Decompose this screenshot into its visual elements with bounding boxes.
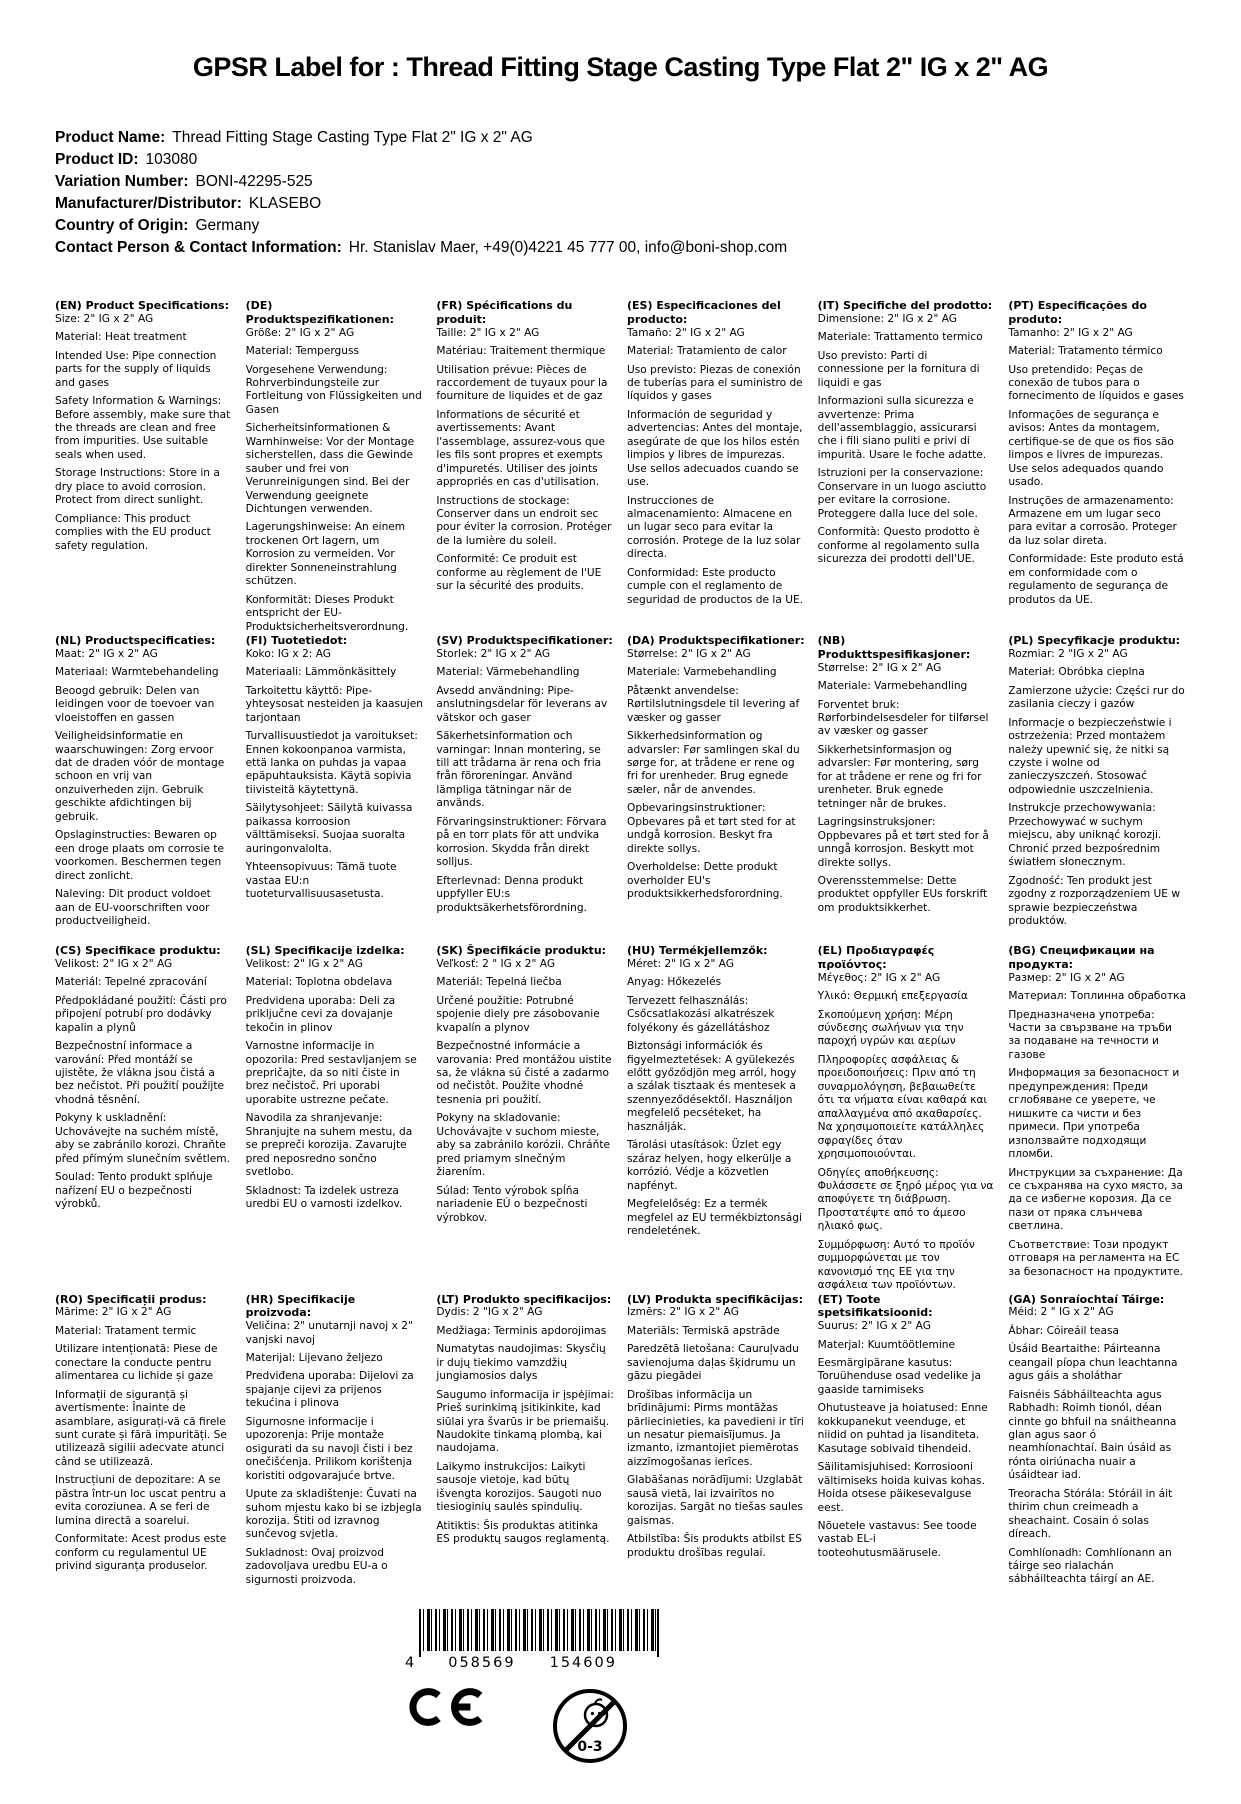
spec-block <box>627 944 805 1292</box>
spec-block <box>627 634 805 944</box>
spec-paragraph: Saugumo informacija ir įspėjimai: Prieš surinkimą įsitikinkite, kad siūlai yra švarūs ir be priemaišų. Naudokite tinkamą plombą, kai naudojama. <box>436 1388 614 1455</box>
spec-paragraph: Lagerungshinweise: An einem trockenen Ort lagern, um Korrosion zu vermeiden. Vor direkter Sonneneinstrahlung schützen. <box>245 521 406 588</box>
spec-block-title: (DA) Produktspecifikationer: <box>627 634 805 648</box>
spec-paragraph: Información de seguridad y advertencias: Antes del montaje, asegúrate de que los hilos estén limpios y libres de impurezas. Use sellos adecuados cuando se use. <box>627 408 803 489</box>
spec-paragraph: Storlek: 2" IG x 2" AG <box>436 647 551 660</box>
spec-paragraph: Storage Instructions: Store in a dry place to avoid corrosion. Protect from direct sunlight. <box>55 467 220 507</box>
age-range-label: 0-3 <box>577 1738 603 1755</box>
spec-block-title: (EN) Product Specifications: <box>55 299 229 313</box>
spec-paragraph: Conformidad: Este producto cumple con el reglamento de seguridad de productos de la UE. <box>627 566 804 606</box>
spec-paragraph: Размер: 2" IG x 2" AG <box>1008 971 1125 984</box>
spec-paragraph: Matériau: Traitement thermique <box>436 345 606 358</box>
spec-paragraph: Pokyny k uskladnění: Uchovávejte na suchém místě, aby se zabránilo korozi. Chraňte před přímým slunečním světlem. <box>55 1112 230 1165</box>
info-label: Product ID: <box>55 151 139 169</box>
spec-paragraph: Sukladnost: Ovaj proizvod zadovoljava uredbu EU-a o sigurnosti proizvoda. <box>245 1546 388 1586</box>
spec-paragraph: Anyag: Hőkezelés <box>627 976 722 989</box>
info-row <box>55 215 1186 237</box>
spec-paragraph: Taille: 2" IG x 2" AG <box>436 326 540 339</box>
spec-paragraph: Materiaal: Warmtebehandeling <box>55 666 219 679</box>
spec-block <box>55 1293 233 1603</box>
spec-block <box>1008 944 1186 1292</box>
spec-paragraph: Material: Tratamento térmico <box>1008 345 1163 358</box>
spec-paragraph: Medžiaga: Terminis apdorojimas <box>436 1324 607 1337</box>
spec-paragraph: Nõuetele vastavus: See toode vastab EL-i tooteohutusmäärusele. <box>817 1519 977 1559</box>
spec-paragraph: Υλικό: Θερμική επεξεργασία <box>817 990 968 1003</box>
spec-paragraph: Πληροφορίες ασφάλειας & προειδοποιήσεις: Πριν από τη συναρμολόγηση, βεβαιωθείτε ότι τα νήματα είναι καθαρά και απαλλαγμένα από ακαθαρσίες. Να χρησιμοποιείτε κατάλληλες σφραγίδες όταν χρησιμοποιούνται. <box>817 1053 988 1161</box>
spec-paragraph: Safety Information & Warnings: Before assembly, make sure that the threads are clean and free from impurities. Use suitable seals when used. <box>55 395 231 461</box>
spec-paragraph: Compliance: This product complies with the EU product safety regulation. <box>55 512 211 552</box>
spec-block <box>1008 634 1186 944</box>
spec-paragraph: Material: Temperguss <box>245 345 360 358</box>
spec-block <box>55 944 233 1292</box>
spec-paragraph: Mărime: 2" IG x 2" AG <box>55 1306 172 1319</box>
spec-block <box>436 634 614 944</box>
spec-paragraph: Izmērs: 2" IG x 2" AG <box>627 1306 739 1319</box>
spec-block <box>246 634 424 944</box>
spec-paragraph: Informacje o bezpieczeństwie i ostrzeżenia: Przed montażem należy upewnić się, że nitki są czyste i wolne od zanieczyszczeń. Stosować odpowiednie uszczelnienia. <box>1008 716 1172 796</box>
spec-paragraph: Størrelse: 2" IG x 2" AG <box>817 661 942 674</box>
spec-paragraph: Συμμόρφωση: Αυτό το προϊόν συμμορφώνεται με τον κανονισμό της ΕΕ για την ασφάλεια των προϊόντων. <box>817 1238 975 1292</box>
spec-paragraph: Materjal: Kuumtöötlemine <box>817 1338 956 1351</box>
spec-block-title: (GA) Sonraíochtaí Táirge: <box>1008 1292 1165 1306</box>
spec-paragraph: Velikost: 2" IG x 2" AG <box>245 957 363 970</box>
bottom-marks <box>405 1609 665 1765</box>
spec-paragraph: Материал: Топлинна обработка <box>1008 990 1187 1003</box>
info-value: Hr. Stanislav Maer, +49(0)4221 45 777 00, info@boni-shop.com <box>348 239 788 257</box>
spec-paragraph: Dydis: 2 "IG x 2" AG <box>436 1306 543 1319</box>
spec-paragraph: Conformità: Questo prodotto è conforme al regolamento sulla sicurezza dei prodotti dell'UE. <box>817 526 980 566</box>
spec-grid <box>55 299 1186 1602</box>
info-label: Variation Number: <box>55 173 189 191</box>
spec-paragraph: Materiaali: Lämmönkäsittely <box>245 666 397 679</box>
spec-paragraph: Paredzētā lietošana: Cauruļvadu savienojuma daļas šķidrumu un gāzu piegādei <box>627 1343 799 1383</box>
info-row <box>55 149 1186 171</box>
spec-block <box>818 1293 996 1603</box>
spec-block <box>436 944 614 1292</box>
info-value: 103080 <box>145 151 198 169</box>
spec-paragraph: Säilitamisjuhised: Korrosiooni vältimiseks hoida kuivas kohas. Hoida otsese päikesevalguse eest. <box>817 1461 985 1514</box>
spec-block-title: (NB) Produkttspesifikasjoner: <box>817 634 971 661</box>
spec-paragraph: Informations de sécurité et avertissements: Avant l'assemblage, assurez-vous que les fils sont propres et exempts d'impuretés. Utiliser des joints appropriés en cas d'utilisation. <box>436 408 605 489</box>
spec-paragraph: Drošības informācija un brīdinājumi: Pirms montāžas pārliecinieties, ka pavedieni ir tīri un nesatur piemaisījumus. Ja izmanto, izmantojiet piemērotas aizzīmogošanas ierīces. <box>627 1388 804 1468</box>
info-value: BONI-42295-525 <box>195 173 313 191</box>
spec-paragraph: Instructions de stockage: Conserver dans un endroit sec pour éviter la corrosion. Protéger de la lumière du soleil. <box>436 494 612 547</box>
spec-paragraph: Μέγεθος: 2" IG x 2" AG <box>817 971 941 984</box>
barcode-digits <box>405 1655 665 1671</box>
spec-paragraph: Avsedd användning: Pipe-anslutningsdelar för leverans av vätskor och gaser <box>436 684 608 724</box>
spec-paragraph: Instrukcje przechowywania: Przechowywać w suchym miejscu, aby uniknąć korozji. Chronić przed bezpośrednim światłem słonecznym. <box>1008 802 1162 869</box>
spec-paragraph: Numatytas naudojimas: Skysčių ir dujų tiekimo vamzdžių jungiamosios dalys <box>436 1343 606 1383</box>
spec-paragraph: Pokyny na skladovanie: Uchovávajte v suchom mieste, aby sa zabránilo korózii. Chráňte pred priamym slnečným žiarením. <box>436 1112 611 1179</box>
spec-paragraph: Predvidena uporaba: Deli za priključne cevi za dovajanje tekočin in plinov <box>245 994 396 1034</box>
spec-paragraph: Conformité: Ce produit est conforme au règlement de l'UE sur la sécurité des produits. <box>436 553 602 593</box>
page-title: GPSR Label for : Thread Fitting Stage Casting Type Flat 2" IG x 2" AG <box>192 52 1049 82</box>
spec-paragraph: Tamaño: 2" IG x 2" AG <box>627 326 745 339</box>
spec-paragraph: Veiligheidsinformatie en waarschuwingen: Zorg ervoor dat de draden vóór de montage schoon en vrij van onzuiverheden zijn. Gebruik geschikte afdichtingen bij gebruik. <box>55 730 225 823</box>
spec-paragraph: Méret: 2" IG x 2" AG <box>627 957 734 970</box>
spec-paragraph: Informações de segurança e avisos: Antes da montagem, certifique-se de que os fios são limpos e livres de impurezas. Use selos adequados quando usado. <box>1008 408 1174 489</box>
spec-paragraph: Material: Toplotna obdelava <box>245 976 393 989</box>
spec-paragraph: Súlad: Tento výrobok spĺňa nariadenie EÚ o bezpečnosti výrobkov. <box>436 1184 588 1224</box>
spec-paragraph: Größe: 2" IG x 2" AG <box>245 326 355 339</box>
spec-paragraph: Utilizare intenționată: Piese de conectare la conducte pentru alimentarea cu lichide și gaze <box>55 1343 218 1383</box>
spec-block <box>55 634 233 944</box>
spec-block-title: (PL) Specyfikacje produktu: <box>1008 634 1181 648</box>
spec-paragraph: Tervezett felhasználás: Csőcsatlakozási alkatrészek folyékony és gázellátáshoz <box>627 994 775 1034</box>
spec-paragraph: Upute za skladištenje: Čuvati na suhom mjestu kako bi se izbjegla korozija. Štiti od izravnog sunčevog svjetla. <box>245 1488 422 1541</box>
spec-paragraph: Úsáid Beartaithe: Páirteanna ceangail píopa chun leachtanna agus gáis a sholáthar <box>1008 1343 1178 1383</box>
spec-block <box>1008 1293 1186 1603</box>
spec-block-title: (NL) Productspecificaties: <box>55 634 216 648</box>
spec-paragraph: Materiał: Obróbka cieplna <box>1008 666 1145 679</box>
spec-paragraph: Uso pretendido: Peças de conexão de tubos para o fornecimento de líquidos e gases <box>1008 363 1184 403</box>
spec-paragraph: Информация за безопасност и предупреждения: Преди сглобяване се уверете, че нишките са чисти и без примеси. При употреба използвайте подходящи пломби. <box>1008 1067 1180 1161</box>
spec-block <box>246 1293 424 1603</box>
barcode-bars-icon <box>419 1609 659 1651</box>
spec-paragraph: Säilytysohjeet: Säilytä kuivassa paikassa korroosion välttämiseksi. Suojaa suoralta auringonvalolta. <box>245 802 413 855</box>
spec-paragraph: Vorgesehene Verwendung: Rohrverbindungsteile zur Fortleitung von Flüssigkeiten und Gasen <box>245 363 422 416</box>
spec-paragraph: Materiál: Tepelná liečba <box>436 976 562 989</box>
spec-paragraph: Yhteensopivuus: Tämä tuote vastaa EU:n tuoteturvallisuusasetusta. <box>245 861 397 901</box>
spec-block <box>818 299 996 634</box>
spec-paragraph: Material: Tratamiento de calor <box>627 345 787 358</box>
spec-paragraph: Konformität: Dieses Produkt entspricht der EU-Produktsicherheitsverordnung. <box>245 593 409 633</box>
spec-block-title: (IT) Specifiche del prodotto: <box>817 299 993 313</box>
spec-block <box>436 1293 614 1603</box>
spec-block <box>55 299 233 634</box>
spec-paragraph: Soulad: Tento produkt splňuje nařízení EU o bezpečnosti výrobků. <box>55 1171 213 1211</box>
compliance-marks <box>409 1687 665 1765</box>
spec-block-title: (SL) Specifikacije izdelka: <box>245 944 405 958</box>
spec-paragraph: Intended Use: Pipe connection parts for the supply of liquids and gases <box>55 349 217 389</box>
info-row <box>55 171 1186 193</box>
info-label: Contact Person & Contact Information: <box>55 239 342 257</box>
spec-block-title: (DE) Produktspezifikationen: <box>245 299 395 326</box>
spec-block <box>627 1293 805 1603</box>
spec-paragraph: Comhlíonadh: Comhlíonann an táirge seo rialachán sábháilteachta táirgí an AE. <box>1008 1546 1172 1586</box>
spec-paragraph: Uso previsto: Piezas de conexión de tuberías para el suministro de líquidos y gases <box>627 363 803 403</box>
spec-paragraph: Atbilstība: Šis produkts atbilst ES produktu drošības regulai. <box>627 1533 802 1559</box>
spec-paragraph: Faisnéis Sábháilteachta agus Rabhadh: Roimh tionól, déan cinnte go bhfuil na snáitheanna glan agus saor ó neamhíonachtaí. Bain úsáid as rónta oiriúnacha nuair a úsáidtear iad. <box>1008 1388 1177 1482</box>
spec-paragraph: Sikkerhetsinformasjon og advarsler: Før montering, sørg for at trådene er rene og fri for urenheter. Bruk egnede tetninger når de brukes. <box>817 743 982 810</box>
spec-paragraph: Turvallisuustiedot ja varoitukset: Ennen kokoonpanoa varmista, että lanka on puhdas ja vapaa epäpuhtauksista. Käytä sopivia tiivisteitä käytettynä. <box>245 730 418 796</box>
spec-paragraph: Skladnost: Ta izdelek ustreza uredbi EU o varnosti izdelkov. <box>245 1184 403 1211</box>
spec-paragraph: Maat: 2" IG x 2" AG <box>55 647 158 660</box>
spec-paragraph: Σκοπούμενη χρήση: Μέρη σύνδεσης σωλήνων για την παροχή υγρών και αερίων <box>817 1008 964 1048</box>
spec-block-title: (SK) Špecifikácie produktu: <box>436 944 607 958</box>
spec-paragraph: Οδηγίες αποθήκευσης: Φυλάσσετε σε ξηρό μέρος για να αποφύγετε τη διάβρωση. Προστατέψτε από το άμεσο ηλιακό φως. <box>817 1166 994 1233</box>
spec-paragraph: Bezpečnostné informácie a varovania: Pred montážou uistite sa, že vlákna sú čisté a zadarmo od nečistôt. Použite vhodné tesnenia pri použití. <box>436 1040 612 1106</box>
info-value: Thread Fitting Stage Casting Type Flat 2" IG x 2" AG <box>172 129 533 147</box>
info-label: Manufacturer/Distributor: <box>55 195 242 213</box>
spec-paragraph: Sicherheitsinformationen & Warnhinweise: Vor der Montage sicherstellen, dass die Gewinde sauber und frei von Verunreinigungen sind. Bei der Verwendung geeignete Dichtungen verwenden. <box>245 422 415 516</box>
spec-paragraph: Tárolási utasítások: Üzlet egy száraz helyen, hogy elkerülje a korrózió. Védje a közvetlen napfényt. <box>627 1139 792 1192</box>
spec-paragraph: Zamierzone użycie: Części rur do zasilania cieczy i gazów <box>1008 684 1185 711</box>
spec-block <box>246 944 424 1292</box>
spec-paragraph: Overholdelse: Dette produkt overholder EU's produktsikkerhedsforordning. <box>627 861 783 901</box>
spec-paragraph: Určené použitie: Potrubné spojenie diely pre zásobovanie kvapalín a plynov <box>436 994 600 1034</box>
spec-paragraph: Koko: IG x 2: AG <box>245 647 332 660</box>
spec-paragraph: Overensstemmelse: Dette produktet oppfyller EUs forskrift om produktsikkerhet. <box>817 874 988 914</box>
barcode-group2: 154609 <box>549 1654 617 1671</box>
spec-paragraph: Efterlevnad: Denna produkt uppfyller EU:s produktsäkerhetsförordning. <box>436 874 587 914</box>
spec-paragraph: Treoracha Stórála: Stóráil in áit thirim chun creimeadh a sheachaint. Cosain ó solas díreach. <box>1008 1487 1173 1541</box>
spec-block <box>818 944 996 1292</box>
spec-paragraph: Dimensione: 2" IG x 2" AG <box>817 312 957 325</box>
age-warning-0-3-icon <box>551 1687 629 1765</box>
spec-paragraph: Zgodność: Ten produkt jest zgodny z rozporządzeniem UE w sprawie bezpieczeństwa produktów. <box>1008 874 1181 928</box>
spec-block-title: (ET) Toote spetsifikatsioonid: <box>817 1292 933 1320</box>
spec-paragraph: Instrucțiuni de depozitare: A se păstra într-un loc uscat pentru a evita coroziunea. A se feri de lumina directă a soarelui. <box>55 1474 226 1527</box>
spec-paragraph: Предназначена употреба: Части за свързване на тръби за подаване на течности и газове <box>1008 1008 1172 1061</box>
spec-paragraph: Ábhar: Cóireáil teasa <box>1008 1324 1119 1337</box>
spec-paragraph: Съответствие: Този продукт отговаря на регламента на ЕС за безопасност на продуктите. <box>1008 1238 1184 1278</box>
spec-block-title: (ES) Especificaciones del producto: <box>627 299 781 326</box>
spec-block-title: (BG) Спецификации на продукта: <box>1008 944 1155 971</box>
spec-paragraph: Předpokládané použití: Části pro připojení potrubí pro dodávky kapalin a plynů <box>55 994 227 1034</box>
spec-paragraph: Materiāls: Termiskā apstrāde <box>627 1324 780 1337</box>
info-label: Country of Origin: <box>55 217 189 235</box>
spec-paragraph: Инструкции за съхранение: Да се съхранява на сухо място, за да се избегне корозия. Да се пази от пряка слънчева светлина. <box>1008 1166 1183 1233</box>
info-label: Product Name: <box>55 129 166 147</box>
product-info <box>55 127 1186 259</box>
spec-paragraph: Méid: 2 " IG x 2" AG <box>1008 1306 1114 1319</box>
spec-paragraph: Suurus: 2" IG x 2" AG <box>817 1320 931 1333</box>
gpsr-label-page <box>0 50 1241 1765</box>
barcode-group1: 058569 <box>448 1654 516 1671</box>
spec-paragraph: Materiale: Varmebehandling <box>627 666 777 679</box>
spec-paragraph: Forventet bruk: Rørforbindelsesdeler for tilførsel av væsker og gasser <box>817 698 989 738</box>
spec-paragraph: Materiale: Trattamento termico <box>817 331 983 344</box>
spec-block-title: (HU) Termékjellemzők: <box>627 944 768 958</box>
spec-block-title: (EL) Προδιαγραφές προϊόντος: <box>817 944 935 971</box>
spec-paragraph: Tamanho: 2" IG x 2" AG <box>1008 326 1133 339</box>
spec-paragraph: Beoogd gebruik: Delen van leidingen voor de toevoer van vloeistoffen en gassen <box>55 684 215 724</box>
spec-paragraph: Material: Heat treatment <box>55 331 187 344</box>
spec-paragraph: Laikymo instrukcijos: Laikyti sausoje vietoje, kad būtų išvengta korozijos. Saugoti nuo tiesioginių saulės spindulių. <box>436 1460 602 1514</box>
spec-paragraph: Material: Tratament termic <box>55 1324 197 1337</box>
spec-paragraph: Sikkerhedsinformation og advarsler: Før samlingen skal du sørge for, at trådene er rene og fri for urenheder. Brug egnede sæler, når de anvendes. <box>627 730 800 796</box>
spec-paragraph: Tarkoitettu käyttö: Pipe-yhteysosat nesteiden ja kaasujen tarjontaan <box>245 684 423 724</box>
spec-block-title: (RO) Specificații produs: <box>55 1292 207 1306</box>
spec-paragraph: Predviđena uporaba: Dijelovi za spajanje cijevi za prijenos tekućina i plinova <box>245 1370 414 1410</box>
spec-paragraph: Instruções de armazenamento: Armazene em um lugar seco para evitar a corrosão. Proteger da luz solar direta. <box>1008 494 1177 547</box>
spec-paragraph: Materijal: Lijevano željezo <box>245 1351 383 1364</box>
spec-block-title: (SV) Produktspecifikationer: <box>436 634 613 648</box>
spec-paragraph: Uso previsto: Parti di connessione per la fornitura di liquidi e gas <box>817 349 980 389</box>
spec-paragraph: Eesmärgipärane kasutus: Toruühenduse osad vedelike ja gaaside tarnimiseks <box>817 1356 981 1396</box>
spec-block <box>436 299 614 634</box>
info-value: Germany <box>195 217 260 235</box>
spec-paragraph: Säkerhetsinformation och varningar: Innan montering, se till att trådarna är rena och fria från föroreningar. Använd lämpliga tätningar när de används. <box>436 730 602 810</box>
spec-block-title: (PT) Especificações do produto: <box>1008 299 1147 326</box>
spec-paragraph: Varnostne informacije in opozorila: Pred sestavljanjem se prepričajte, da so niti čiste in brez nečistoč. Pri uporabi uporabite ustrezne pečate. <box>245 1040 417 1106</box>
spec-paragraph: Opbevaringsinstruktioner: Opbevares på et tørt sted for at undgå korrosion. Beskyt fra direkte sollys. <box>627 802 796 855</box>
spec-paragraph: Sigurnosne informacije i upozorenja: Prije montaže osigurati da su navoji čisti i bez onečišćenja. Prilikom korištenja koristiti odgovarajuće brtve. <box>245 1415 413 1482</box>
spec-paragraph: Megfelelőség: Ez a termék megfelel az EU termékbiztonsági rendeletének. <box>627 1198 802 1238</box>
spec-block-title: (FR) Spécifications du produit: <box>436 299 573 326</box>
spec-paragraph: Conformidade: Este produto está em conformidade com o regulamento de segurança de produtos da UE. <box>1008 553 1184 606</box>
spec-paragraph: Size: 2" IG x 2" AG <box>55 312 154 325</box>
spec-paragraph: Informazioni sulla sicurezza e avvertenze: Prima dell'assemblaggio, assicurarsi che i fili siano puliti e privi di impurità. Usare le foche adatte. <box>817 395 987 461</box>
spec-paragraph: Atitiktis: Šis produktas atitinka ES produktų saugos reglamentą. <box>436 1519 610 1546</box>
spec-paragraph: Bezpečnostní informace a varování: Před montáží se ujistěte, že vlákna jsou čistá a bez nečistot. Při použití použijte vhodná těsnění. <box>55 1040 225 1106</box>
spec-paragraph: Påtænkt anvendelse: Rørtilslutningsdele til levering af væsker og gasser <box>627 684 800 724</box>
spec-paragraph: Veľkosť: 2 " IG x 2" AG <box>436 957 556 970</box>
spec-block-title: (CS) Specifikace produktu: <box>55 944 221 958</box>
info-row <box>55 127 1186 149</box>
spec-block <box>627 299 805 634</box>
spec-block <box>246 299 424 634</box>
barcode-left-digit: 4 <box>405 1654 415 1671</box>
spec-paragraph: Rozmiar: 2 "IG x 2" AG <box>1008 647 1128 660</box>
spec-paragraph: Instrucciones de almacenamiento: Almacene en un lugar seco para evitar la corrosión. Protege de la luz solar directa. <box>627 494 801 561</box>
spec-paragraph: Naleving: Dit product voldoet aan de EU-voorschriften voor productveiligheid. <box>55 888 211 928</box>
spec-paragraph: Informații de siguranță și avertismente: Înainte de asamblare, asigurați-vă că firele sunt curate și fără impurități. Se utilizează sigilii adecvate atunci când se utilizează. <box>55 1388 227 1468</box>
spec-paragraph: Ohutusteave ja hoiatused: Enne kokkupanekut veenduge, et niidid on puhtad ja lisanditeta. Kasutage sobivaid tihendeid. <box>817 1402 988 1455</box>
spec-block-title: (LT) Produkto specifikacijos: <box>436 1292 612 1306</box>
spec-paragraph: Veličina: 2" unutarnji navoj x 2" vanjski navoj <box>245 1320 413 1346</box>
spec-block <box>1008 299 1186 634</box>
spec-paragraph: Förvaringsinstruktioner: Förvara på en torr plats för att undvika korrosion. Skydda från direkt solljus. <box>436 815 607 869</box>
spec-paragraph: Biztonsági információk és figyelmeztetések: A gyülekezés előtt győződjön meg arról, hogy a szálak tisztaak és mentesek a szennyeződésektől. Használjon megfelelő pecséteket, ha használják. <box>627 1040 797 1133</box>
ce-mark-icon <box>409 1687 489 1727</box>
spec-paragraph: Materiál: Tepelné zpracování <box>55 976 207 989</box>
spec-paragraph: Conformitate: Acest produs este conform cu regulamentul UE privind siguranța produselor. <box>55 1533 227 1573</box>
spec-block <box>818 634 996 944</box>
spec-paragraph: Materiale: Varmebehandling <box>817 680 968 693</box>
info-row <box>55 237 1186 259</box>
spec-paragraph: Størrelse: 2" IG x 2" AG <box>627 647 751 660</box>
spec-block-title: (FI) Tuotetiedot: <box>245 634 348 648</box>
spec-paragraph: Opslaginstructies: Bewaren op een droge plaats om corrosie te voorkomen. Beschermen tegen direct zonlicht. <box>55 829 225 882</box>
spec-paragraph: Navodila za shranjevanje: Shranjujte na suhem mestu, da se prepreči korozija. Zavarujte pred neposredno sončno svetlobo. <box>245 1112 413 1179</box>
info-row <box>55 193 1186 215</box>
spec-paragraph: Istruzioni per la conservazione: Conservare in un luogo asciutto per evitare la corrosione. Proteggere dalla luce del sole. <box>817 467 987 520</box>
spec-block-title: (HR) Specifikacije proizvoda: <box>245 1292 356 1320</box>
ean-barcode <box>405 1609 665 1671</box>
info-value: KLASEBO <box>248 195 322 213</box>
spec-paragraph: Glabāšanas norādījumi: Uzglabāt sausā vietā, lai izvairītos no korozijas. Sargāt no tiešas saules gaismas. <box>627 1474 803 1527</box>
spec-block-title: (LV) Produkta specifikācijas: <box>627 1292 803 1306</box>
spec-paragraph: Utilisation prévue: Pièces de raccordement de tuyaux pour la fourniture de liquides et de gaz <box>436 363 608 403</box>
spec-paragraph: Velikost: 2" IG x 2" AG <box>55 957 173 970</box>
spec-paragraph: Material: Värmebehandling <box>436 666 580 679</box>
spec-paragraph: Lagringsinstruksjoner: Oppbevares på et tørt sted for å unngå korrosjon. Beskytt mot direkte sollys. <box>817 816 989 869</box>
